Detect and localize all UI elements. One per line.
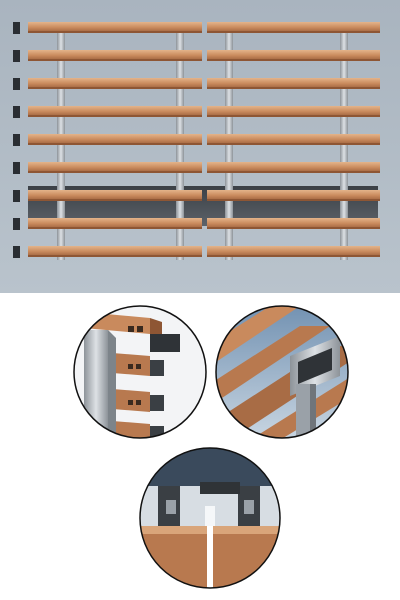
louver-slat-shadow	[28, 255, 202, 257]
louver-slat-shadow	[28, 31, 202, 33]
louver-slat-shadow	[207, 171, 380, 173]
louver-slat-shadow	[207, 59, 380, 61]
louver-slat-shadow	[207, 143, 380, 145]
louver-slat-shadow	[28, 227, 202, 229]
main-facade-render	[0, 0, 400, 293]
louver-slat-shadow	[207, 31, 380, 33]
louver-slat-shadow	[207, 227, 380, 229]
detail-panel-joint	[140, 448, 280, 588]
louver-slat-shadow	[207, 87, 380, 89]
wall-brackets	[13, 22, 20, 258]
louver-slat-shadow	[207, 115, 380, 117]
louver-slat-shadow	[28, 199, 202, 201]
louver-slat-shadow	[28, 59, 202, 61]
louver-slat-shadow	[28, 171, 202, 173]
detail-stacked-profiles	[70, 300, 210, 440]
louver-slat-shadow	[28, 143, 202, 145]
louver-slat-shadow	[207, 199, 380, 201]
louver-slat-shadow	[28, 87, 202, 89]
louver-slat-shadow	[28, 115, 202, 117]
louver-slat-shadow	[207, 255, 380, 257]
detail-bracket-connection	[212, 300, 352, 444]
